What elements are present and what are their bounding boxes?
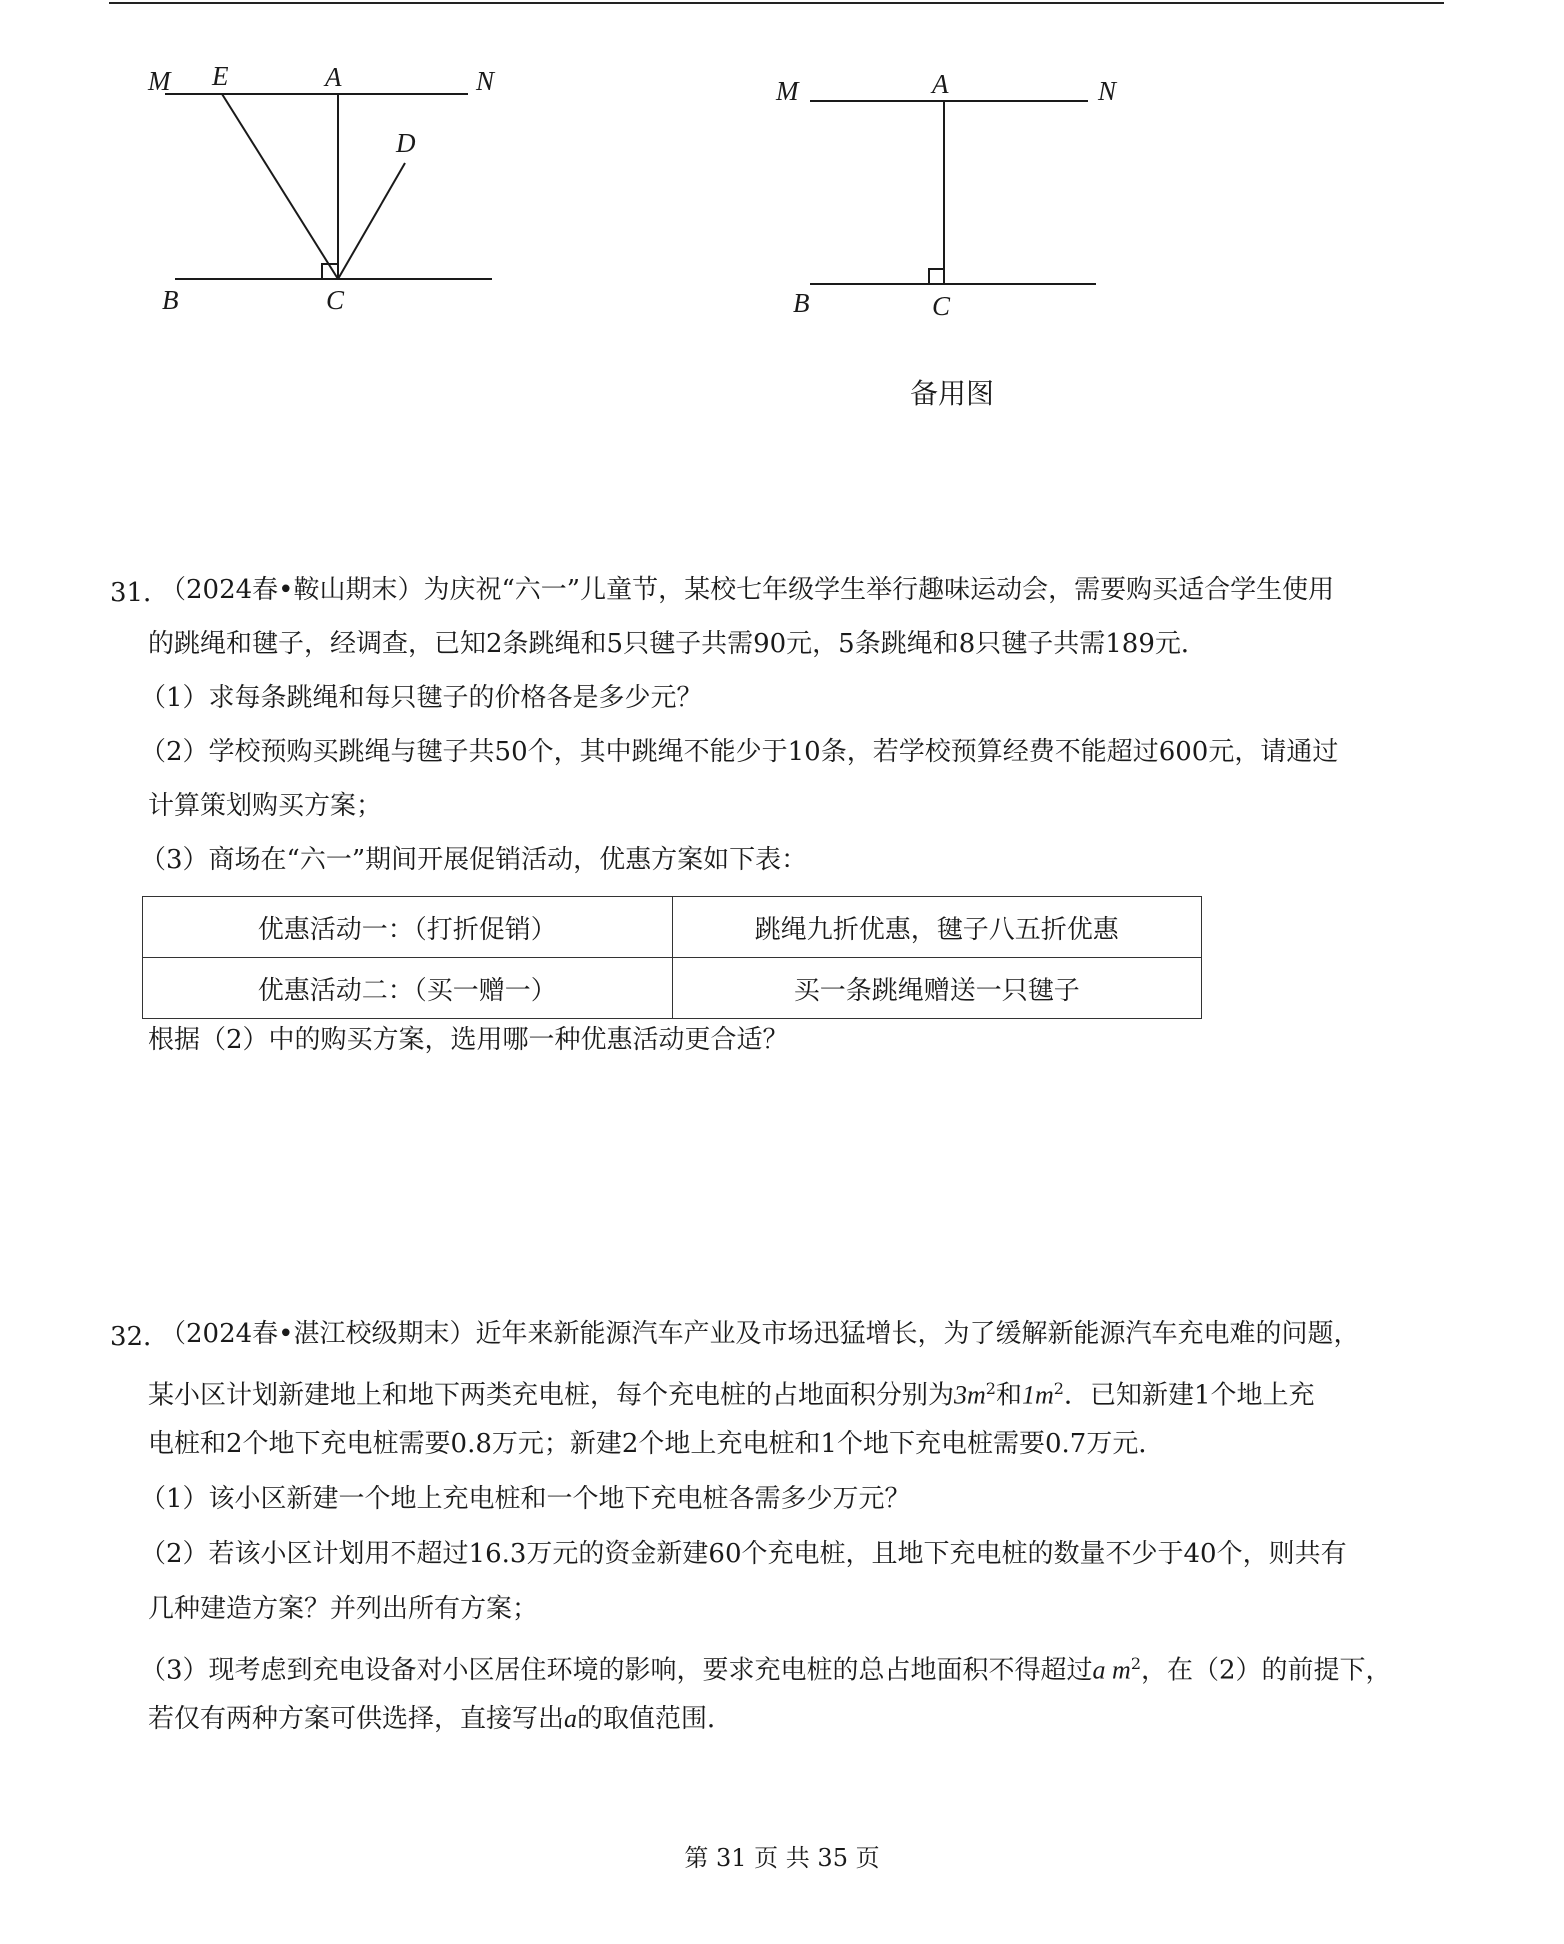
q32-line: （1）该小区新建一个地上充电桩和一个地下充电桩各需多少万元？ [140, 1484, 911, 1514]
q32-line [140, 1646, 1392, 1689]
label-n: N [476, 66, 495, 96]
figure-2 [760, 0, 1160, 344]
q32-text: ．已知新建1个地上充 [1063, 1380, 1315, 1411]
promotion-table [142, 896, 1202, 1019]
area-value: 1m [1022, 1380, 1054, 1410]
exponent: 2 [1130, 1654, 1142, 1673]
table-cell: 买一条跳绳赠送一只毽子 [672, 958, 1202, 1019]
label-b: B [162, 285, 179, 315]
exponent: 2 [985, 1379, 996, 1398]
area-value: 3m [954, 1380, 986, 1410]
q32-text: 某小区计划新建地上和地下两类充电桩，每个充电桩的占地面积分别为 [148, 1380, 955, 1411]
label-e: E [212, 61, 229, 91]
q32-line: 几种建造方案？并列出所有方案； [148, 1594, 539, 1624]
label-c: C [932, 291, 951, 321]
exponent: 2 [1053, 1379, 1064, 1398]
table-row [143, 897, 1202, 958]
q31-line: 的跳绳和毽子，经调查，已知2条跳绳和5只毽子共需90元，5条跳绳和8只毽子共需189元． [148, 629, 1207, 659]
variable-a: a [564, 1704, 578, 1733]
label-m: M [148, 66, 171, 96]
q32-text: 和 [995, 1380, 1022, 1411]
table-cell: 跳绳九折优惠，毽子八五折优惠 [672, 897, 1202, 958]
right-angle-mark [929, 269, 944, 284]
q32-line: （2024春•湛江校级期末）近年来新能源汽车产业及市场迅猛增长，为了缓解新能源汽车充电难的问题， [160, 1319, 1360, 1349]
label-a: A [932, 69, 949, 99]
q32-line [148, 1371, 1315, 1414]
question-31-number: 31． [110, 578, 170, 608]
figure-1 [0, 0, 520, 334]
q32-text: （3）现考虑到充电设备对小区居住环境的影响，要求充电桩的总占地面积不得超过 [140, 1655, 1093, 1686]
q31-line: （1）求每条跳绳和每只毽子的价格各是多少元？ [140, 683, 703, 713]
q32-text: 的取值范围． [577, 1704, 734, 1734]
question-32-number: 32． [110, 1322, 170, 1352]
area-variable: a m [1092, 1655, 1131, 1685]
label-n: N [1098, 76, 1117, 106]
label-d: D [396, 128, 416, 158]
label-m: M [776, 76, 799, 106]
page-footer: 第 31 页 共 35 页 [684, 1844, 880, 1872]
table-cell: 优惠活动二：（买一赠一） [143, 958, 673, 1019]
q31-line: （2）学校预购买跳绳与毽子共50个，其中跳绳不能少于10条，若学校预算经费不能超过600元，请通过 [140, 737, 1339, 767]
label-c: C [326, 285, 345, 315]
label-a: A [325, 62, 342, 92]
segment-ec [222, 94, 338, 279]
segment-dc [338, 163, 405, 279]
q31-line: 计算策划购买方案； [148, 791, 383, 821]
q32-line: 电桩和2个地下充电桩需要0.8万元；新建2个地上充电桩和1个地下充电桩需要0.7万元． [148, 1429, 1165, 1459]
q32-text: ，在（2）的前提下， [1141, 1655, 1392, 1686]
q32-line: （2）若该小区计划用不超过16.3万元的资金新建60个充电桩，且地下充电桩的数量不少于40个，则共有 [140, 1539, 1347, 1569]
q31-line: （2024春•鞍山期末）为庆祝“六一”儿童节，某校七年级学生举行趣味运动会，需要购买适合学生使用 [160, 575, 1335, 605]
table-cell: 优惠活动一：（打折促销） [143, 897, 673, 958]
q31-line: 根据（2）中的购买方案，选用哪一种优惠活动更合适？ [148, 1025, 789, 1055]
figure-caption: 备用图 [910, 377, 995, 410]
q31-line: （3）商场在“六一”期间开展促销活动，优惠方案如下表： [140, 845, 808, 875]
q32-text: 若仅有两种方案可供选择，直接写出 [148, 1704, 565, 1734]
q32-line [148, 1701, 733, 1737]
table-row [143, 958, 1202, 1019]
label-b: B [793, 288, 810, 318]
